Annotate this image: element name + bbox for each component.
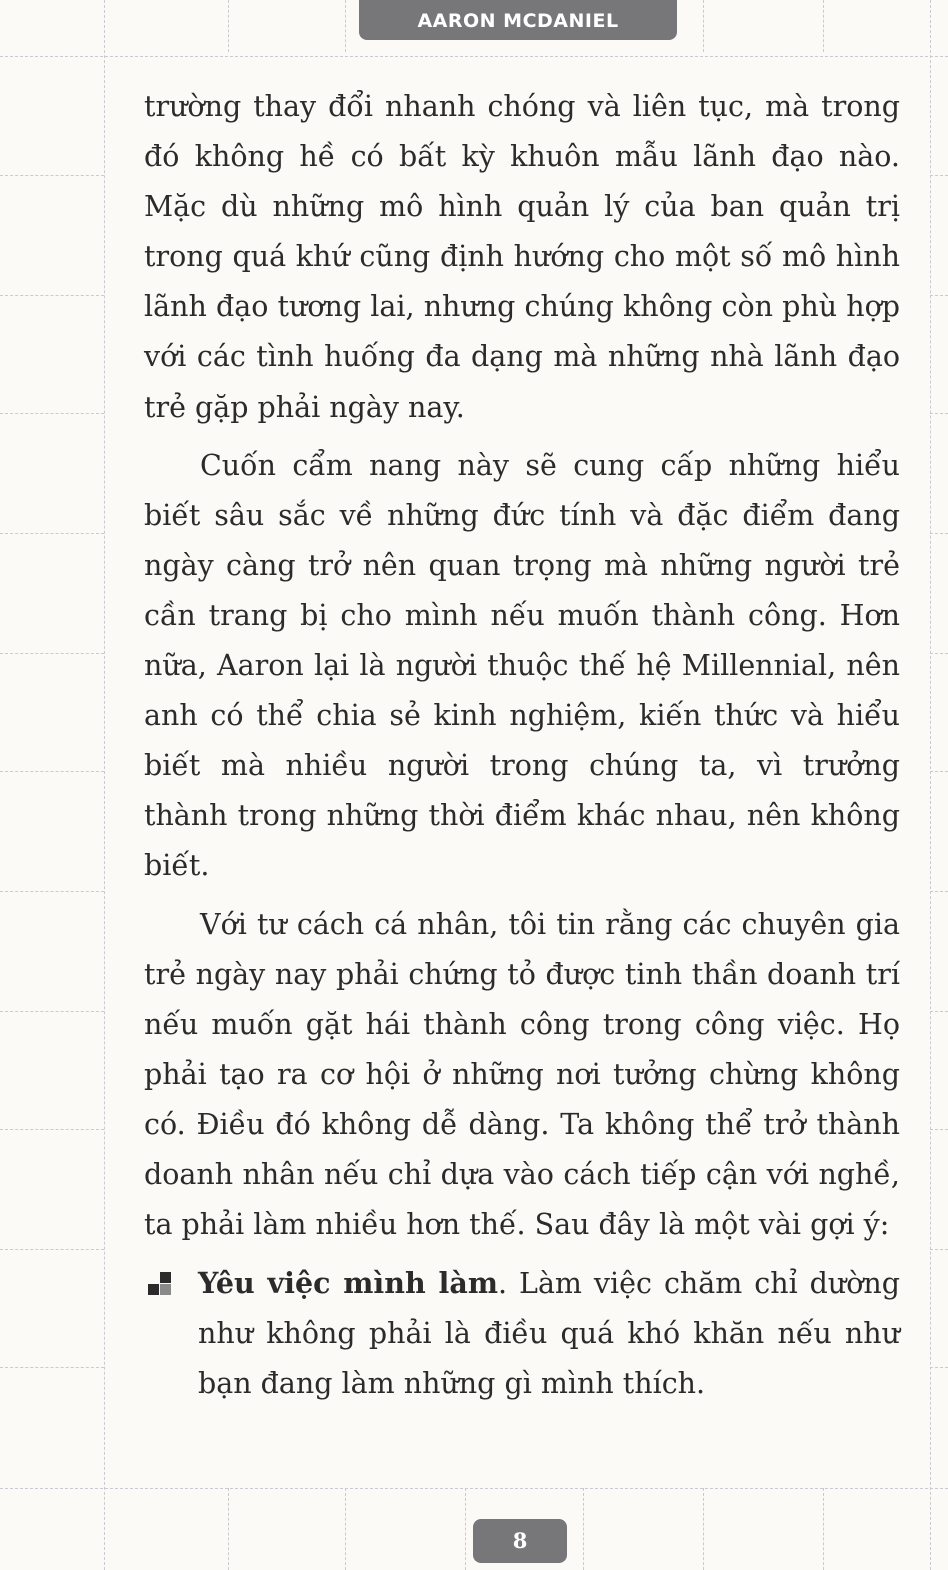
grid-line <box>0 175 104 176</box>
grid-line <box>930 1129 948 1130</box>
paragraph: Cuốn cẩm nang này sẽ cung cấp những hiểu biết sâu sắc về những đức tính và đặc điểm đang ngày càng trở nên quan trọng mà những người trẻ cần trang bị cho mình nếu muốn thành công. Hơn nữa, Aaron lại là người thuộc thế hệ Millennial, nên anh có thể chia sẻ kinh nghiệm, kiến thức và hiểu biết mà nhiều người trong chúng ta, vì trưởng thành trong những thời điểm khác nhau, nên không biết. <box>144 448 900 883</box>
grid-line <box>930 1249 948 1250</box>
grid-line <box>228 0 229 52</box>
grid-line <box>930 533 948 534</box>
grid-line <box>228 1488 229 1570</box>
paragraph: Với tư cách cá nhân, tôi tin rằng các chuyên gia trẻ ngày nay phải chứng tỏ được tinh thần doanh trí nếu muốn gặt hái thành công trong công việc. Họ phải tạo ra cơ hội ở những nơi tưởng chừng không có. Điều đó không dễ dàng. Ta không thể trở thành doanh nhân nếu chỉ dựa vào cách tiếp cận với nghề, ta phải làm nhiều hơn thế. Sau đây là một vài gợi ý: <box>144 907 900 1242</box>
grid-line <box>930 891 948 892</box>
paragraph: trường thay đổi nhanh chóng và liên tục, mà trong đó không hề có bất kỳ khuôn mẫu lãnh đạo nào. Mặc dù những mô hình quản lý của ban quản trị trong quá khứ cũng định hướng cho một số mô hình lãnh đạo tương lai, nhưng chúng không còn phù hợp với các tình huống đa dạng mà những nhà lãnh đạo trẻ gặp phải ngày nay. <box>144 90 900 424</box>
grid-line <box>930 0 931 1570</box>
checker-square-bullet-icon <box>148 1272 172 1296</box>
grid-line <box>930 771 948 772</box>
page-number: 8 <box>473 1519 567 1563</box>
grid-line <box>0 771 104 772</box>
grid-line <box>930 175 948 176</box>
grid-line <box>0 653 104 654</box>
grid-line <box>104 0 105 1570</box>
grid-line <box>703 1488 704 1570</box>
page-body <box>144 82 900 1409</box>
grid-line <box>0 56 948 57</box>
grid-line <box>930 413 948 414</box>
grid-line <box>930 1367 948 1368</box>
grid-line <box>583 1488 584 1570</box>
grid-line <box>930 653 948 654</box>
grid-line <box>0 1129 104 1130</box>
grid-line <box>823 0 824 52</box>
list-item <box>144 1258 900 1409</box>
grid-line <box>930 295 948 296</box>
grid-line <box>0 891 104 892</box>
grid-line <box>0 1249 104 1250</box>
running-header-author: AARON MCDANIEL <box>359 0 677 40</box>
grid-line <box>0 1011 104 1012</box>
grid-line <box>0 295 104 296</box>
grid-line <box>0 1367 104 1368</box>
grid-line <box>345 0 346 52</box>
grid-line <box>345 1488 346 1570</box>
grid-line <box>823 1488 824 1570</box>
grid-line <box>0 533 104 534</box>
grid-line <box>0 413 104 414</box>
grid-line <box>0 1488 948 1489</box>
list-item-text: . Làm việc chăm chỉ dường như không phải là điều quá khó khăn nếu như bạn đang làm những gì mình thích. <box>198 1267 901 1401</box>
list-item-title: Yêu việc mình làm <box>198 1266 498 1301</box>
grid-line <box>930 1011 948 1012</box>
grid-line <box>703 0 704 52</box>
grid-line <box>465 1488 466 1570</box>
